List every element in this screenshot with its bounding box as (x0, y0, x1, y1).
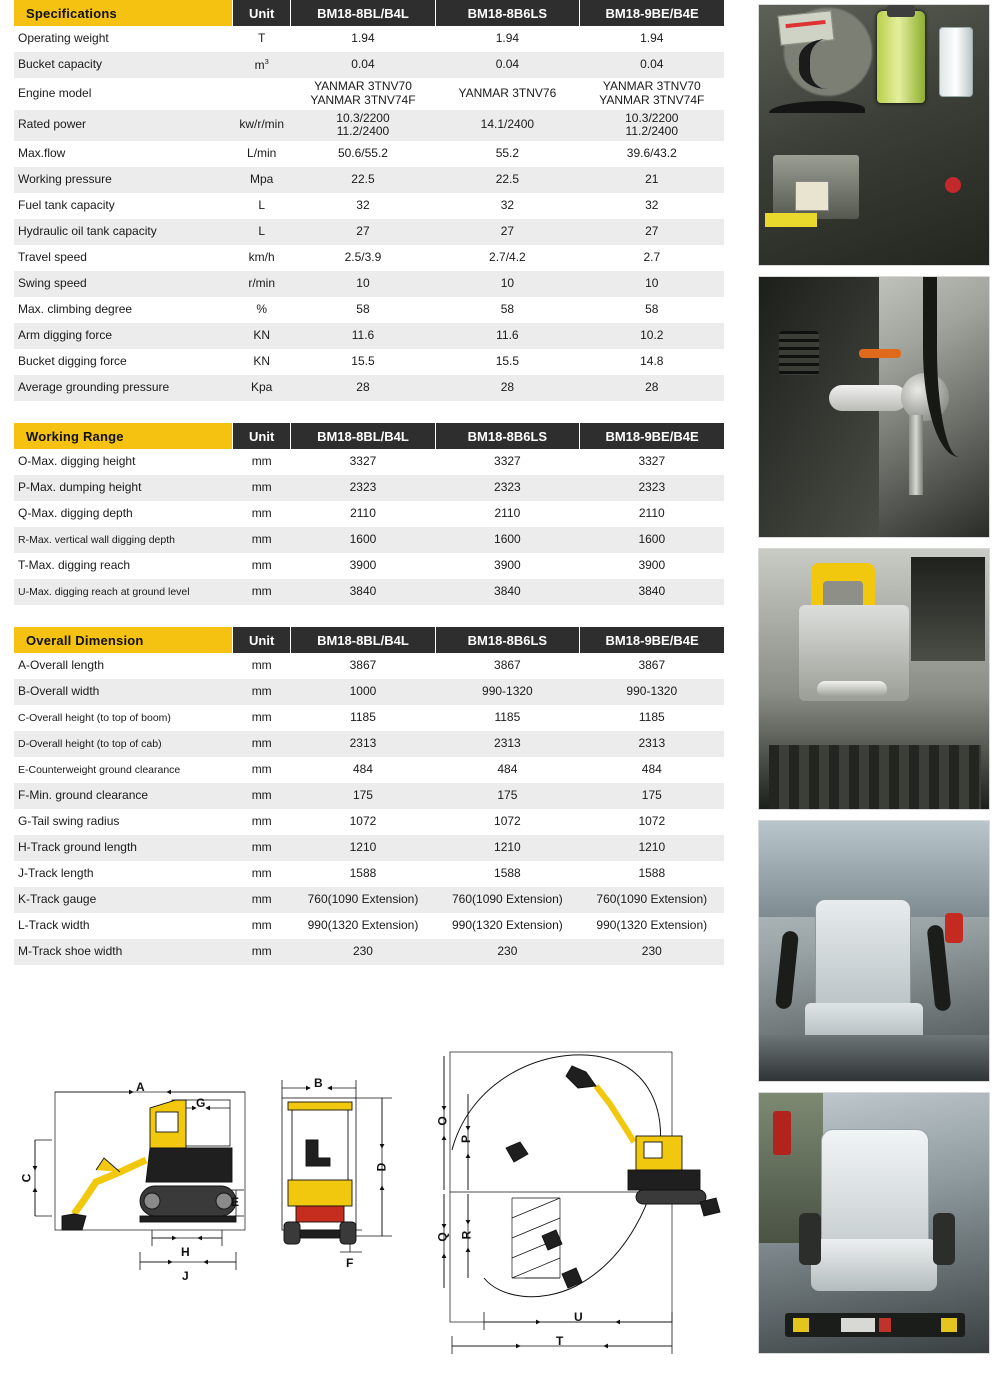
row-label: O-Max. digging height (14, 449, 233, 475)
row-value: 1000 (291, 679, 435, 705)
vent-grille (779, 331, 819, 375)
product-photo-strip (758, 4, 990, 1364)
dim-label-C: C (19, 1173, 34, 1183)
table-overall-dimension (14, 627, 724, 965)
row-value: 1600 (580, 527, 724, 553)
table-row (14, 757, 724, 783)
row-value: 3327 (580, 449, 724, 475)
row-value: 22.5 (291, 167, 435, 193)
red-cap (945, 177, 961, 193)
engine-compartment-photo (758, 4, 990, 266)
red-lever-knob (945, 913, 963, 943)
row-label: Travel speed (14, 245, 233, 271)
control-lever (829, 385, 907, 411)
row-value: 1072 (291, 809, 435, 835)
row-value: 1210 (580, 835, 724, 861)
row-label: Swing speed (14, 271, 233, 297)
row-value: 1072 (435, 809, 579, 835)
row-value: 3840 (580, 579, 724, 605)
row-label: A-Overall length (14, 653, 233, 679)
row-unit: mm (233, 475, 291, 501)
row-value: 55.2 (435, 141, 579, 167)
row-value: 2110 (291, 501, 435, 527)
row-value: 175 (291, 783, 435, 809)
table-row (14, 679, 724, 705)
table-row (14, 449, 724, 475)
row-label: P-Max. dumping height (14, 475, 233, 501)
dim-label-J: J (182, 1269, 189, 1283)
row-label: K-Track gauge (14, 887, 233, 913)
row-unit: mm (233, 679, 291, 705)
row-label: Q-Max. digging depth (14, 501, 233, 527)
row-value: 484 (580, 757, 724, 783)
table-title-working-range: Working Range (14, 423, 233, 449)
operator-seat-wrapped-photo (758, 1092, 990, 1354)
table-title-overall-dimension: Overall Dimension (14, 627, 233, 653)
row-value: 32 (580, 193, 724, 219)
table-row (14, 913, 724, 939)
row-label: Engine model (14, 78, 233, 110)
row-value: 484 (291, 757, 435, 783)
row-value: 10 (580, 271, 724, 297)
column-header-model-2: BM18-8B6LS (435, 0, 579, 26)
table-row (14, 52, 724, 78)
dim-label-T: T (556, 1334, 564, 1348)
row-unit: mm (233, 579, 291, 605)
row-value: 10 (435, 271, 579, 297)
row-value: 1072 (580, 809, 724, 835)
table-row (14, 579, 724, 605)
column-header-model-3: BM18-9BE/B4E (580, 423, 724, 449)
row-unit (233, 78, 291, 110)
filter-cap (887, 5, 915, 17)
row-label: Max.flow (14, 141, 233, 167)
table-row (14, 527, 724, 553)
row-label: B-Overall width (14, 679, 233, 705)
table-row (14, 375, 724, 401)
row-value: 990(1320 Extension) (435, 913, 579, 939)
row-value: 484 (435, 757, 579, 783)
row-value: 50.6/55.2 (291, 141, 435, 167)
row-value: 0.04 (435, 52, 579, 78)
row-value: 760(1090 Extension) (435, 887, 579, 913)
dim-label-O: O (435, 1116, 450, 1126)
control-lever-detail-photo (758, 276, 990, 538)
row-value: 990(1320 Extension) (291, 913, 435, 939)
row-value: 3867 (580, 653, 724, 679)
linkage-rod (909, 415, 923, 495)
oil-filter-element (877, 11, 925, 103)
row-label: F-Min. ground clearance (14, 783, 233, 809)
yellow-guard (811, 563, 875, 609)
row-value: 2313 (291, 731, 435, 757)
column-header-unit: Unit (233, 423, 291, 449)
row-value: 58 (291, 297, 435, 323)
table-row (14, 167, 724, 193)
row-value: 990-1320 (580, 679, 724, 705)
table-row (14, 475, 724, 501)
row-value: 2.7/4.2 (435, 245, 579, 271)
seat-cushion-wrapped (811, 1239, 937, 1291)
row-value: 2323 (291, 475, 435, 501)
row-value: 15.5 (291, 349, 435, 375)
table-row (14, 653, 724, 679)
table-row (14, 323, 724, 349)
dim-label-B: B (314, 1076, 323, 1090)
row-unit: mm (233, 757, 291, 783)
hose-lower (769, 101, 865, 121)
dim-label-F: F (346, 1256, 354, 1270)
row-label: R-Max. vertical wall digging depth (14, 527, 233, 553)
row-unit: mm (233, 553, 291, 579)
row-value: YANMAR 3TNV76 (435, 78, 579, 110)
row-label: Bucket capacity (14, 52, 233, 78)
table-row (14, 731, 724, 757)
specification-tables (14, 0, 736, 987)
table-header-row (14, 627, 724, 653)
row-value: 3867 (291, 653, 435, 679)
row-value: 2110 (435, 501, 579, 527)
row-label: C-Overall height (to top of boom) (14, 705, 233, 731)
table-row (14, 349, 724, 375)
row-label: Max. climbing degree (14, 297, 233, 323)
row-unit: mm (233, 861, 291, 887)
row-label: Rated power (14, 110, 233, 142)
row-value: 3327 (291, 449, 435, 475)
row-unit: L (233, 219, 291, 245)
row-value: 1185 (435, 705, 579, 731)
row-value: 1588 (435, 861, 579, 887)
table-row (14, 809, 724, 835)
dim-label-H: H (181, 1245, 190, 1259)
row-unit: mm (233, 731, 291, 757)
row-value: 11.6 (435, 323, 579, 349)
left-armrest (799, 1213, 821, 1265)
row-value: 3900 (580, 553, 724, 579)
row-value: 1.94 (435, 26, 579, 52)
row-value: 175 (435, 783, 579, 809)
row-value: 21 (580, 167, 724, 193)
column-header-model-3: BM18-9BE/B4E (580, 0, 724, 26)
table-specifications (14, 0, 724, 401)
fire-extinguisher (773, 1111, 791, 1155)
row-value: 3900 (291, 553, 435, 579)
row-label: D-Overall height (to top of cab) (14, 731, 233, 757)
row-value: 3900 (435, 553, 579, 579)
row-value: 760(1090 Extension) (580, 887, 724, 913)
row-value: 27 (291, 219, 435, 245)
coolant-reservoir (939, 27, 973, 97)
table-working-range (14, 423, 724, 605)
row-value: 0.04 (580, 52, 724, 78)
seat-back-wrapped (821, 1129, 929, 1251)
row-unit: mm (233, 705, 291, 731)
table-row (14, 553, 724, 579)
table-row (14, 297, 724, 323)
table-row (14, 78, 724, 110)
table-row (14, 245, 724, 271)
table-header-row (14, 423, 724, 449)
dim-label-G: G (196, 1096, 206, 1110)
table-row (14, 939, 724, 965)
row-value: 27 (580, 219, 724, 245)
row-value: 1210 (291, 835, 435, 861)
row-unit: L/min (233, 141, 291, 167)
row-label: Arm digging force (14, 323, 233, 349)
dim-label-A: A (136, 1080, 145, 1094)
row-value: 1600 (435, 527, 579, 553)
row-value: 58 (435, 297, 579, 323)
row-label: Average grounding pressure (14, 375, 233, 401)
row-label: G-Tail swing radius (14, 809, 233, 835)
rubber-track (769, 745, 981, 809)
row-value: 2313 (435, 731, 579, 757)
row-unit: Mpa (233, 167, 291, 193)
row-value: 1.94 (580, 26, 724, 52)
row-value: 2323 (435, 475, 579, 501)
row-value: 39.6/43.2 (580, 141, 724, 167)
row-value: 230 (580, 939, 724, 965)
dim-label-Q: Q (435, 1232, 450, 1242)
row-unit: mm (233, 887, 291, 913)
row-label: L-Track width (14, 913, 233, 939)
row-label: E-Counterweight ground clearance (14, 757, 233, 783)
table-row (14, 501, 724, 527)
row-label: Fuel tank capacity (14, 193, 233, 219)
row-value: 10.2 (580, 323, 724, 349)
dimension-drawing-svg (0, 1030, 740, 1380)
row-value: 1.94 (291, 26, 435, 52)
row-value: 10 (291, 271, 435, 297)
table-row (14, 26, 724, 52)
table-row (14, 887, 724, 913)
row-value: 1588 (580, 861, 724, 887)
column-header-model-2: BM18-8B6LS (435, 627, 579, 653)
table-row (14, 141, 724, 167)
table-row (14, 271, 724, 297)
row-unit: KN (233, 349, 291, 375)
row-unit: r/min (233, 271, 291, 297)
row-value: 28 (291, 375, 435, 401)
row-label: Working pressure (14, 167, 233, 193)
row-value: 230 (291, 939, 435, 965)
hydraulic-hose (923, 277, 983, 457)
row-value: 1210 (435, 835, 579, 861)
row-value: 1588 (291, 861, 435, 887)
row-value: 15.5 (435, 349, 579, 375)
row-label: Hydraulic oil tank capacity (14, 219, 233, 245)
row-value: 3867 (435, 653, 579, 679)
orange-fitting (859, 349, 901, 358)
row-value: 11.6 (291, 323, 435, 349)
row-unit: mm (233, 527, 291, 553)
table-row (14, 861, 724, 887)
row-unit: mm (233, 783, 291, 809)
row-unit: mm (233, 501, 291, 527)
row-unit: mm (233, 809, 291, 835)
dim-label-U: U (574, 1310, 583, 1324)
row-value: 3840 (435, 579, 579, 605)
row-value: 2.5/3.9 (291, 245, 435, 271)
row-value: 2110 (580, 501, 724, 527)
table-row (14, 193, 724, 219)
row-label: T-Max. digging reach (14, 553, 233, 579)
cab-floor (759, 1035, 990, 1081)
row-value: 32 (291, 193, 435, 219)
row-value: 28 (580, 375, 724, 401)
row-value: 990-1320 (435, 679, 579, 705)
table-row (14, 219, 724, 245)
row-unit: mm (233, 939, 291, 965)
operator-cab-interior-photo (758, 820, 990, 1082)
row-value: 32 (435, 193, 579, 219)
row-unit: kw/r/min (233, 110, 291, 142)
dim-label-R: R (459, 1230, 474, 1240)
row-value: 14.8 (580, 349, 724, 375)
yellow-bracket (765, 213, 817, 227)
row-value: 3840 (291, 579, 435, 605)
side-panel (911, 557, 985, 661)
row-value: 230 (435, 939, 579, 965)
table-row (14, 783, 724, 809)
row-value: 990(1320 Extension) (580, 913, 724, 939)
column-header-model-3: BM18-9BE/B4E (580, 627, 724, 653)
table-row (14, 705, 724, 731)
row-label: Operating weight (14, 26, 233, 52)
side-view-drawing (35, 1092, 245, 1270)
row-value: 22.5 (435, 167, 579, 193)
row-label: H-Track ground length (14, 835, 233, 861)
row-value: 28 (435, 375, 579, 401)
row-unit: km/h (233, 245, 291, 271)
row-unit: mm (233, 449, 291, 475)
row-unit: mm (233, 835, 291, 861)
row-value: YANMAR 3TNV70 YANMAR 3TNV74F (291, 78, 435, 110)
table-title-specifications: Specifications (14, 0, 233, 26)
dimension-drawings (0, 1030, 740, 1380)
working-range-drawing (444, 1052, 720, 1354)
row-value: 0.04 (291, 52, 435, 78)
row-value: 1600 (291, 527, 435, 553)
left-joystick (775, 930, 799, 1009)
row-unit: $m^3$ (233, 52, 291, 78)
dim-label-D: D (374, 1162, 389, 1172)
row-value: 1185 (291, 705, 435, 731)
row-value: 2.7 (580, 245, 724, 271)
row-unit: mm (233, 653, 291, 679)
column-header-model-1: BM18-8BL/B4L (291, 0, 435, 26)
row-value: 27 (435, 219, 579, 245)
row-label: Bucket digging force (14, 349, 233, 375)
row-value: 175 (580, 783, 724, 809)
row-unit: % (233, 297, 291, 323)
row-label: U-Max. digging reach at ground level (14, 579, 233, 605)
row-value: 2313 (580, 731, 724, 757)
row-unit: mm (233, 913, 291, 939)
dim-label-E: E (231, 1195, 240, 1209)
seat-back (815, 899, 911, 1019)
row-value: 14.1/2400 (435, 110, 579, 142)
row-value: 2323 (580, 475, 724, 501)
table-row (14, 835, 724, 861)
row-label: M-Track shoe width (14, 939, 233, 965)
blade-cylinder (817, 681, 887, 697)
row-value: 10.3/2200 11.2/2400 (580, 110, 724, 142)
column-header-model-2: BM18-8B6LS (435, 423, 579, 449)
right-armrest (933, 1213, 955, 1265)
column-header-model-1: BM18-8BL/B4L (291, 627, 435, 653)
table-header-row (14, 0, 724, 26)
row-label: J-Track length (14, 861, 233, 887)
row-unit: T (233, 26, 291, 52)
row-value: 1185 (580, 705, 724, 731)
column-header-unit: Unit (233, 627, 291, 653)
row-value: 10.3/2200 11.2/2400 (291, 110, 435, 142)
engine-label-plate (795, 181, 829, 211)
row-value: 58 (580, 297, 724, 323)
undercarriage-track-frame-photo (758, 548, 990, 810)
row-value: 760(1090 Extension) (291, 887, 435, 913)
hose-upper (799, 39, 869, 89)
pedal-marker (879, 1318, 891, 1332)
row-unit: Kpa (233, 375, 291, 401)
table-row (14, 110, 724, 142)
row-unit: KN (233, 323, 291, 349)
column-header-model-1: BM18-8BL/B4L (291, 423, 435, 449)
row-value: 3327 (435, 449, 579, 475)
dim-label-P: P (459, 1134, 474, 1144)
row-value: YANMAR 3TNV70 YANMAR 3TNV74F (580, 78, 724, 110)
row-unit: L (233, 193, 291, 219)
floor-pedal-panel (785, 1313, 965, 1337)
column-header-unit: Unit (233, 0, 291, 26)
pedal-plate (841, 1318, 875, 1332)
